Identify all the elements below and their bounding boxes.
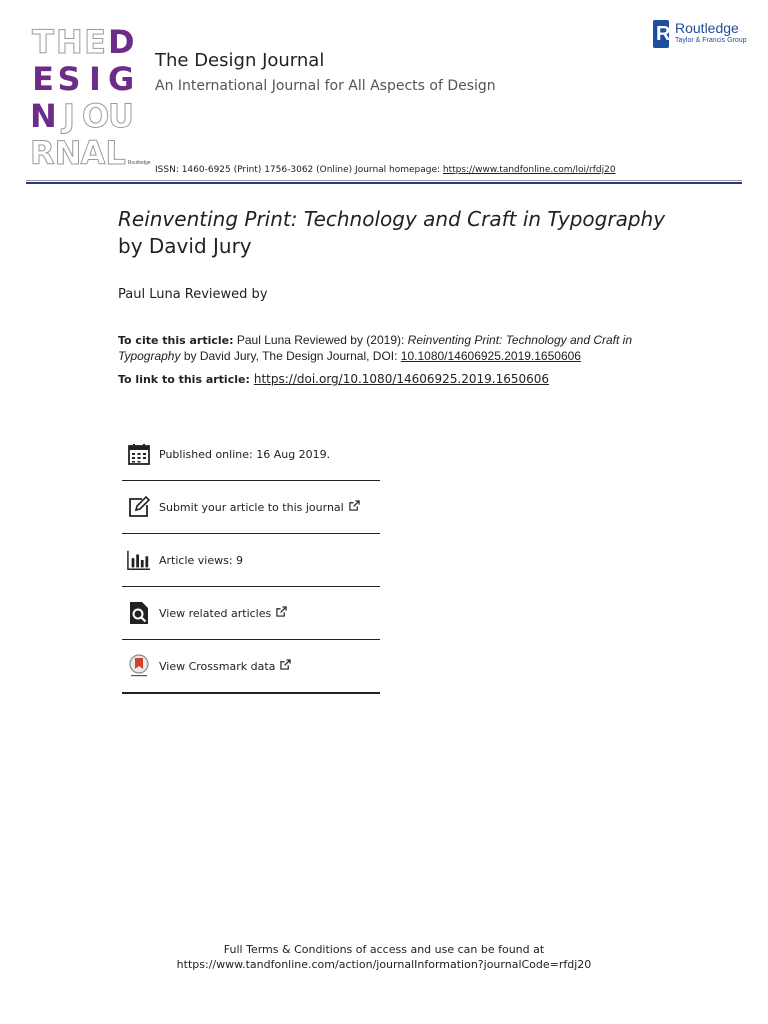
logo-letter: L <box>105 134 126 172</box>
journal-subtitle: An International Journal for All Aspects of Design <box>155 78 496 94</box>
info-item-label: Published online: 16 Aug 2019. <box>159 447 331 461</box>
article-doi-link[interactable]: https://doi.org/10.1080/14606925.2019.1650606 <box>253 372 550 386</box>
external-link-icon <box>280 659 291 673</box>
citation-suffix: by David Jury, The Design Journal, DOI: <box>180 348 401 363</box>
logo-letter: E <box>32 60 54 98</box>
article-title-rest: by David Jury <box>118 234 252 258</box>
logo-letter: T <box>32 23 54 61</box>
journal-title: The Design Journal <box>155 50 325 71</box>
citation-doi-link[interactable]: 10.1080/14606925.2019.1650606 <box>400 348 581 363</box>
edit-icon <box>127 495 151 519</box>
routledge-mark-icon <box>653 20 669 48</box>
publisher-text <box>675 20 747 45</box>
logo-letter: H <box>56 23 83 61</box>
publisher-logo <box>653 20 747 48</box>
bar-chart-icon <box>127 548 151 572</box>
info-item-submit[interactable] <box>122 481 380 534</box>
issn-text: ISSN: 1460-6925 (Print) 1756-3062 (Online) Journal homepage: <box>155 165 443 175</box>
header-divider-thin <box>26 180 742 181</box>
logo-row-4 <box>30 134 151 172</box>
external-link-icon <box>276 606 287 620</box>
citation-prefix: Paul Luna Reviewed by (2019): <box>233 333 408 347</box>
info-item-text[interactable] <box>159 500 360 514</box>
logo-letter: U <box>108 97 134 135</box>
logo-row-2 <box>30 61 142 98</box>
publisher-name: Routledge <box>675 20 739 36</box>
citation-label: To cite this article: <box>118 334 234 347</box>
terms-line-1: Full Terms & Conditions of access and use can be found at <box>223 943 545 956</box>
crossmark-icon <box>127 654 151 678</box>
logo-letter: R <box>30 134 55 172</box>
publisher-group: Taylor & Francis Group <box>675 37 747 44</box>
logo-letter: O <box>82 97 110 135</box>
citation <box>118 333 678 364</box>
logo-letter: G <box>108 60 135 98</box>
info-item-crossmark[interactable] <box>122 640 380 694</box>
search-document-icon <box>127 601 151 625</box>
article-title-italic: Reinventing Print: Technology and Craft in Typography <box>118 207 666 231</box>
terms-footer <box>0 942 768 972</box>
info-item-related[interactable] <box>122 587 380 640</box>
logo-letter: A <box>80 134 106 172</box>
logo-letter: S <box>57 60 81 98</box>
article-info-list <box>122 428 380 694</box>
logo-row-3 <box>30 98 142 135</box>
journal-homepage-link[interactable]: https://www.tandfonline.com/loi/rfdj20 <box>442 165 616 175</box>
header-divider-thick <box>26 182 742 184</box>
info-item-text[interactable] <box>159 606 287 620</box>
logo-publisher-mark: Routledge <box>127 160 151 166</box>
info-item-label[interactable]: View related articles <box>159 606 272 620</box>
logo-row-1 <box>30 24 142 61</box>
info-item-label: Article views: 9 <box>159 553 244 567</box>
journal-logo <box>30 23 151 172</box>
routledge-mark-letter: R <box>656 23 671 45</box>
article-link-line <box>118 372 549 386</box>
external-link-icon <box>349 500 360 514</box>
logo-letter: N <box>30 97 57 135</box>
info-item-text[interactable] <box>159 659 291 673</box>
logo-letter: J <box>63 97 75 135</box>
article-author: Paul Luna Reviewed by <box>118 287 268 302</box>
calendar-icon <box>127 442 151 466</box>
info-item-label[interactable]: Submit your article to this journal <box>159 500 344 514</box>
article-title <box>118 206 678 260</box>
article-link-label: To link to this article: <box>118 373 250 386</box>
logo-letter: E <box>84 23 106 61</box>
terms-line-2[interactable]: https://www.tandfonline.com/action/journalInformation?journalCode=rfdj20 <box>176 958 592 971</box>
issn-line <box>155 165 616 175</box>
info-item-label[interactable]: View Crossmark data <box>159 659 276 673</box>
info-item-published <box>122 428 380 481</box>
logo-letter: I <box>89 60 101 98</box>
citation-italic: Reinventing Print: Technology and Craft in Typography <box>118 333 633 363</box>
info-item-views <box>122 534 380 587</box>
logo-letter: D <box>108 23 135 61</box>
logo-letter: N <box>54 134 82 172</box>
